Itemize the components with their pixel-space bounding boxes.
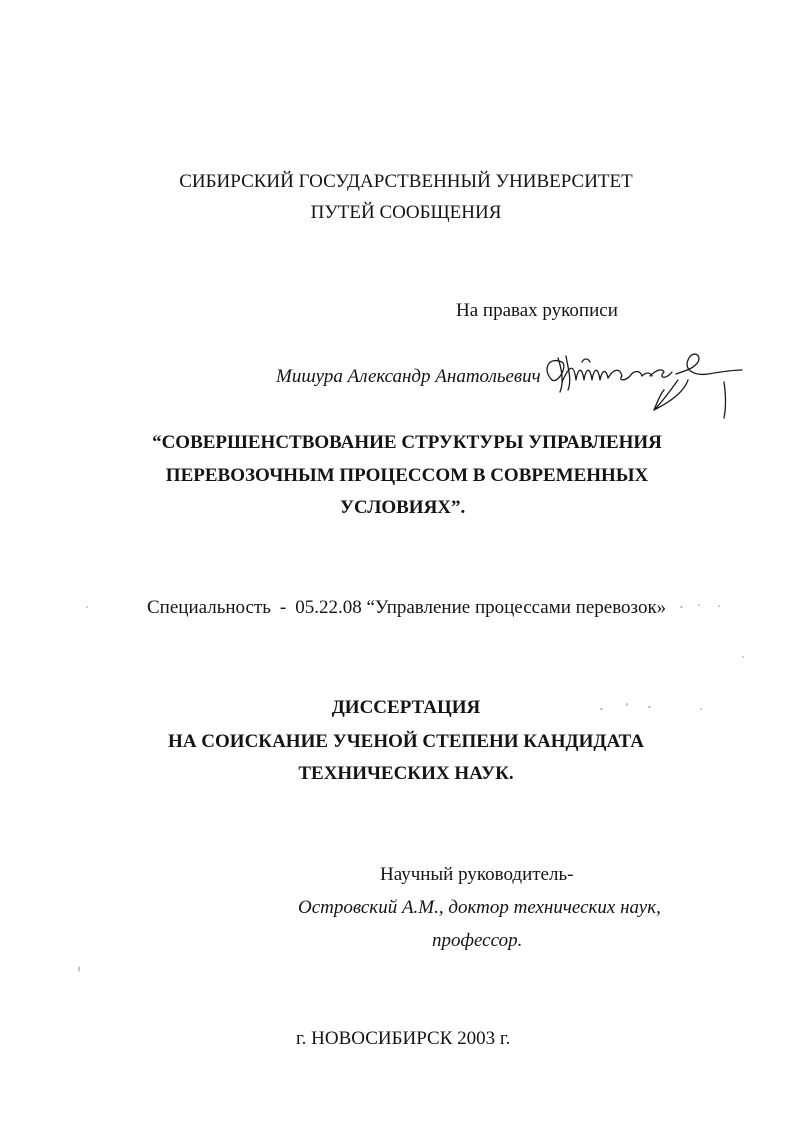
specialty-code: 05.22.08 “Управление процессами перевозок» xyxy=(295,597,667,618)
university-name-line1: СИБИРСКИЙ ГОСУДАРСТВЕННЫЙ УНИВЕРСИТЕТ xyxy=(179,171,633,192)
dissertation-type-line3: ТЕХНИЧЕСКИХ НАУК. xyxy=(298,763,514,784)
scan-speck xyxy=(648,706,651,708)
dissertation-title-line1: “СОВЕРШЕНСТВОВАНИЕ СТРУКТУРЫ УПРАВЛЕНИЯ xyxy=(152,432,662,453)
scan-speck xyxy=(700,708,702,710)
scan-speck xyxy=(78,966,80,972)
author-signature xyxy=(538,340,748,424)
manuscript-rights-note: На правах рукописи xyxy=(456,300,618,321)
scan-speck xyxy=(86,606,88,608)
author-name: Мишура Александр Анатольевич xyxy=(276,366,541,387)
dissertation-type-line2: НА СОИСКАНИЕ УЧЕНОЙ СТЕПЕНИ КАНДИДАТА xyxy=(168,731,644,752)
dissertation-title-line2: ПЕРЕВОЗОЧНЫМ ПРОЦЕССОМ В СОВРЕМЕННЫХ xyxy=(165,465,649,486)
specialty-line xyxy=(147,597,666,619)
specialty-label: Специальность xyxy=(147,597,271,618)
supervisor-label: Научный руководитель- xyxy=(380,864,574,885)
university-name-line2: ПУТЕЙ СООБЩЕНИЯ xyxy=(310,202,502,223)
scan-speck xyxy=(626,703,628,706)
supervisor-title: профессор. xyxy=(432,930,523,951)
scan-speck xyxy=(680,606,683,608)
supervisor-name: Островский А.М., доктор технических наук, xyxy=(298,897,661,918)
city-year: г. НОВОСИБИРСК 2003 г. xyxy=(296,1028,511,1049)
scan-speck xyxy=(600,708,603,710)
scan-speck xyxy=(742,656,744,658)
scan-speck xyxy=(698,604,700,606)
scan-speck xyxy=(718,605,720,607)
dissertation-title-line3: УСЛОВИЯХ”. xyxy=(340,497,466,518)
dissertation-type-line1: ДИССЕРТАЦИЯ xyxy=(331,697,481,718)
specialty-separator: - xyxy=(279,597,287,618)
